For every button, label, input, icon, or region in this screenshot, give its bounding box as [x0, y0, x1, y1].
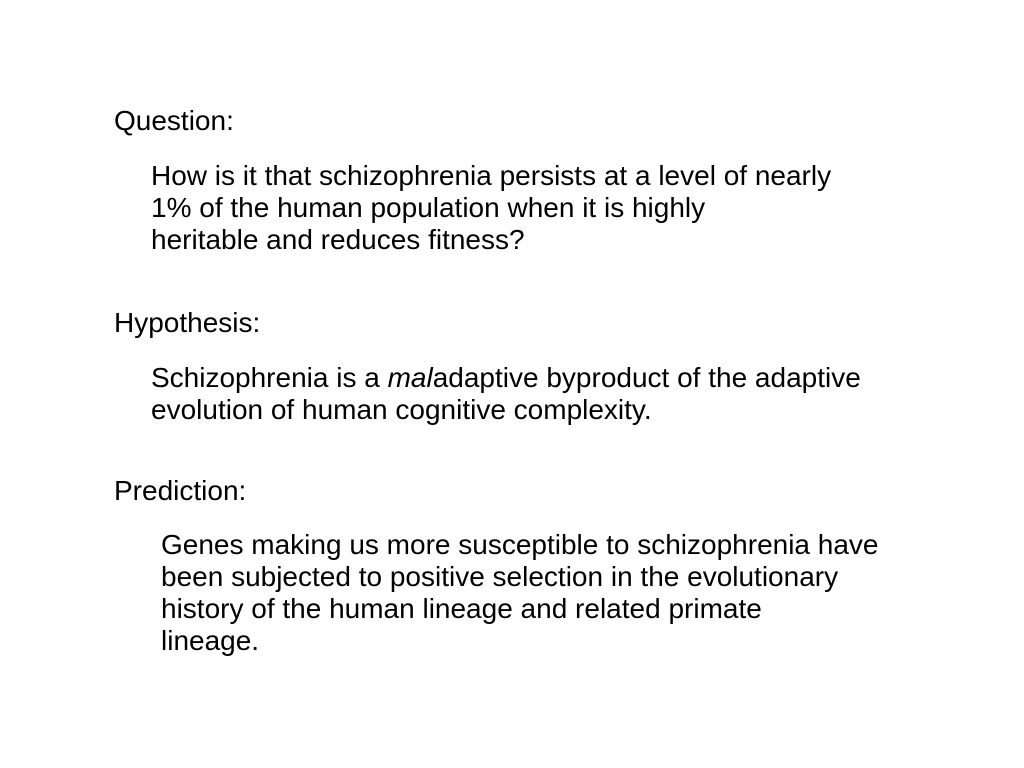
hypothesis-text [151, 362, 861, 426]
prediction-text [161, 529, 879, 657]
prediction-line: lineage. [161, 625, 260, 656]
prediction-line: Genes making us more susceptible to schizophrenia have [161, 529, 879, 560]
prediction-line: history of the human lineage and related primate [161, 593, 762, 624]
hypothesis-heading: Hypothesis: [114, 307, 261, 338]
question-line: 1% of the human population when it is highly [151, 192, 706, 223]
question-line: heritable and reduces fitness? [151, 224, 525, 255]
prediction-heading: Prediction: [114, 475, 247, 506]
hypothesis-line: evolution of human cognitive complexity. [151, 394, 652, 425]
hypothesis-line [151, 362, 861, 394]
hypothesis-italic: mal [387, 362, 433, 393]
question-heading: Question: [114, 105, 234, 136]
question-text [151, 160, 831, 256]
hypothesis-suffix: adaptive byproduct of the adaptive [432, 362, 861, 393]
hypothesis-prefix: Schizophrenia is a [151, 362, 388, 393]
question-line: How is it that schizophrenia persists at a level of nearly [151, 160, 832, 191]
prediction-line: been subjected to positive selection in the evolutionary [161, 561, 839, 592]
